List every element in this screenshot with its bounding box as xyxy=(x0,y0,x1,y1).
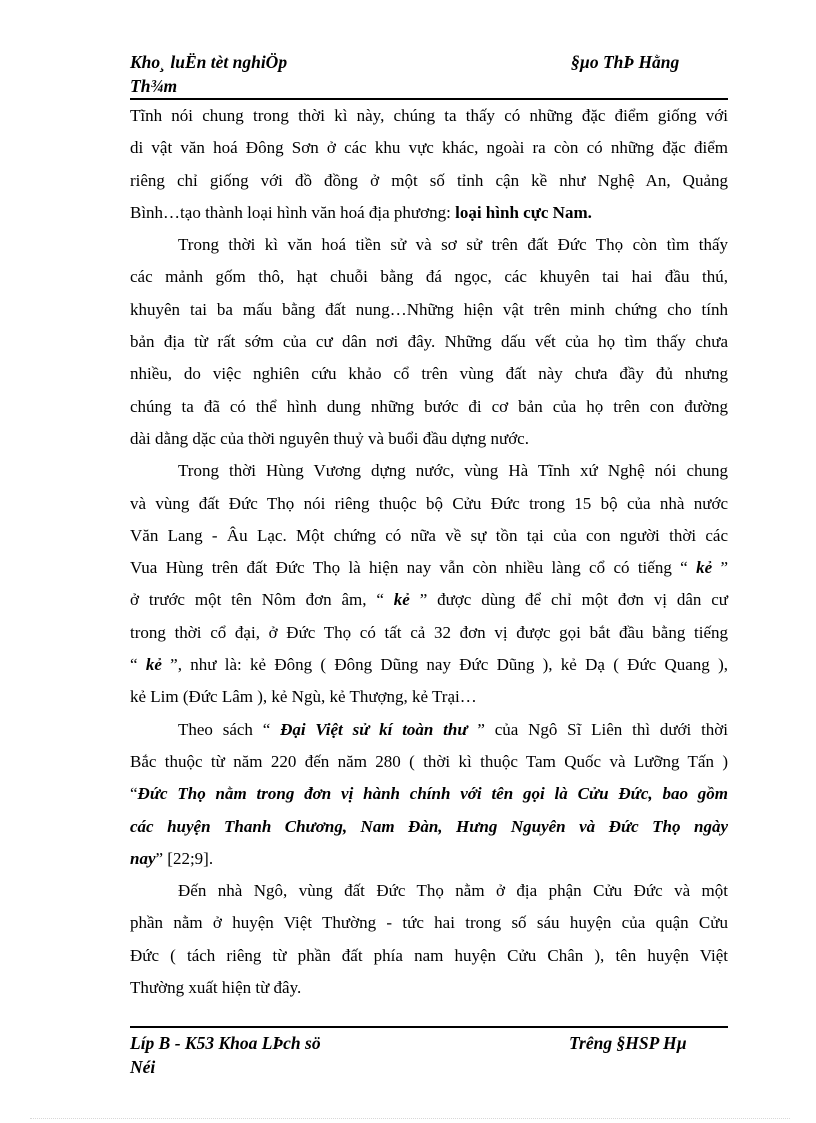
header-author: §µo ThÞ Hằng xyxy=(571,52,680,72)
body-line xyxy=(130,649,728,681)
body-text-span: “ xyxy=(130,784,138,804)
body-line: kẻ Lim (Đức Lâm ), kẻ Ngù, kẻ Thượng, kẻ Trại… xyxy=(130,687,477,707)
book-title: Đại Việt sử kí toàn thư xyxy=(280,719,468,739)
body-text-span: ”, như là: kẻ Đông ( Đông Dũng nay Đức Dũng ), kẻ Dạ ( Đức Quang ), xyxy=(170,655,729,675)
emphasis-word: kẻ xyxy=(696,558,713,578)
paragraph-start-line: Trong thời Hùng Vương dựng nước, vùng Hà Tĩnh xứ Nghệ nói chung xyxy=(178,461,728,481)
body-line: Bắc thuộc từ năm 220 đến năm 280 ( thời kì thuộc Tam Quốc và Lưỡng Tấn ) xyxy=(130,751,728,771)
bold-term: loại hình cực Nam. xyxy=(455,202,592,222)
body-line xyxy=(130,843,728,875)
body-text-span: Bình…tạo thành loại hình văn hoá địa phương: xyxy=(130,202,451,222)
body-line xyxy=(130,552,728,584)
body-line: và vùng đất Đức Thọ nói riêng thuộc bộ Cửu Đức trong 15 bộ của nhà nước xyxy=(130,493,728,513)
footer-class xyxy=(130,1031,321,1079)
body-text xyxy=(130,100,728,1004)
body-line: riêng chỉ giống với đồ đồng ở một số tỉnh cận kề như Nghệ An, Quảng xyxy=(130,170,728,190)
body-line xyxy=(130,778,728,810)
body-text-span: ở trước một tên Nôm đơn âm, “ xyxy=(130,590,384,610)
body-text-span: Theo sách “ xyxy=(178,719,271,739)
footer-school: Trêng §HSP Hµ xyxy=(569,1033,687,1053)
body-line xyxy=(130,197,728,229)
body-line: khuyên tai ba mấu bằng đất nung…Những hiện vật trên minh chứng cho tính xyxy=(130,299,728,319)
body-text-span: ” xyxy=(720,558,728,578)
body-line: nhiều, do việc nghiên cứu khảo cổ trên vùng đất này chưa đầy đủ nhưng xyxy=(130,364,728,384)
paragraph-start-line: Đến nhà Ngô, vùng đất Đức Thọ nằm ở địa phận Cửu Đức và một xyxy=(178,881,728,901)
quote-text: Đức Thọ nằm trong đơn vị hành chính với tên gọi là Cửu Đức, bao gồm xyxy=(137,784,728,804)
body-line: Văn Lang - Âu Lạc. Một chứng có nữa về sự tồn tại của con người thời các xyxy=(130,525,728,545)
quote-line: các huyện Thanh Chương, Nam Đàn, Hưng Nguyên và Đức Thọ ngày xyxy=(130,816,728,836)
body-line: Thường xuất hiện từ đây. xyxy=(130,978,302,998)
body-line: Đức ( tách riêng từ phần đất phía nam huyện Cửu Chân ), tên huyện Việt xyxy=(130,945,728,965)
footer-rule xyxy=(130,1026,728,1028)
body-text-span: Vua Hùng trên đất Đức Thọ là hiện nay vẫn còn nhiều làng cổ có tiếng “ xyxy=(130,558,688,578)
citation: ” [22;9]. xyxy=(155,848,214,868)
header-title-line-2: Th¾m xyxy=(130,76,178,96)
body-line: bản địa từ rất sớm của cư dân nơi đây. Những dấu vết của họ tìm thấy chưa xyxy=(130,332,728,352)
body-text-span: ” được dùng để chỉ một đơn vị dân cư xyxy=(419,590,728,610)
header-title-line-1: Kho¸ luËn tèt nghiÖp xyxy=(130,52,288,72)
body-line: Tĩnh nói chung trong thời kì này, chúng ta thấy có những đặc điểm giống với xyxy=(130,106,728,125)
header-title xyxy=(130,50,287,98)
footer-class-line-1: Líp B - K53 Khoa LÞch sö xyxy=(130,1033,321,1053)
body-line: các mảnh gốm thô, hạt chuỗi bằng đá ngọc, các khuyên tai hai đầu thú, xyxy=(130,267,728,287)
body-line: di vật văn hoá Đông Sơn ở các khu vực khác, ngoài ra còn có những đặc điểm xyxy=(130,138,728,158)
paragraph-start-line: Trong thời kì văn hoá tiền sử và sơ sử trên đất Đức Thọ còn tìm thấy xyxy=(178,235,728,255)
emphasis-word: kẻ xyxy=(393,590,410,610)
body-line: phần nằm ở huyện Việt Thường - tức hai trong số sáu huyện của quận Cửu xyxy=(130,913,728,933)
paragraph-start-line xyxy=(130,714,728,746)
page-edge-dots xyxy=(30,1118,790,1119)
body-text-span: “ xyxy=(130,655,138,675)
body-line xyxy=(130,584,728,616)
body-line: dài dằng dặc của thời nguyên thuỷ và buổi đầu dựng nước. xyxy=(130,428,529,448)
emphasis-word: kẻ xyxy=(145,655,162,675)
body-line: chúng ta đã có thể hình dung những bước đi cơ bản của họ trên con đường xyxy=(130,396,728,416)
footer-class-line-2: Néi xyxy=(130,1057,156,1077)
body-text-span: ” của Ngô Sĩ Liên thì dưới thời xyxy=(477,719,729,739)
quote-text: nay xyxy=(130,848,156,868)
body-line: trong thời cổ đại, ở Đức Thọ có tất cả 32 đơn vị được gọi bắt đầu bằng tiếng xyxy=(130,622,728,642)
